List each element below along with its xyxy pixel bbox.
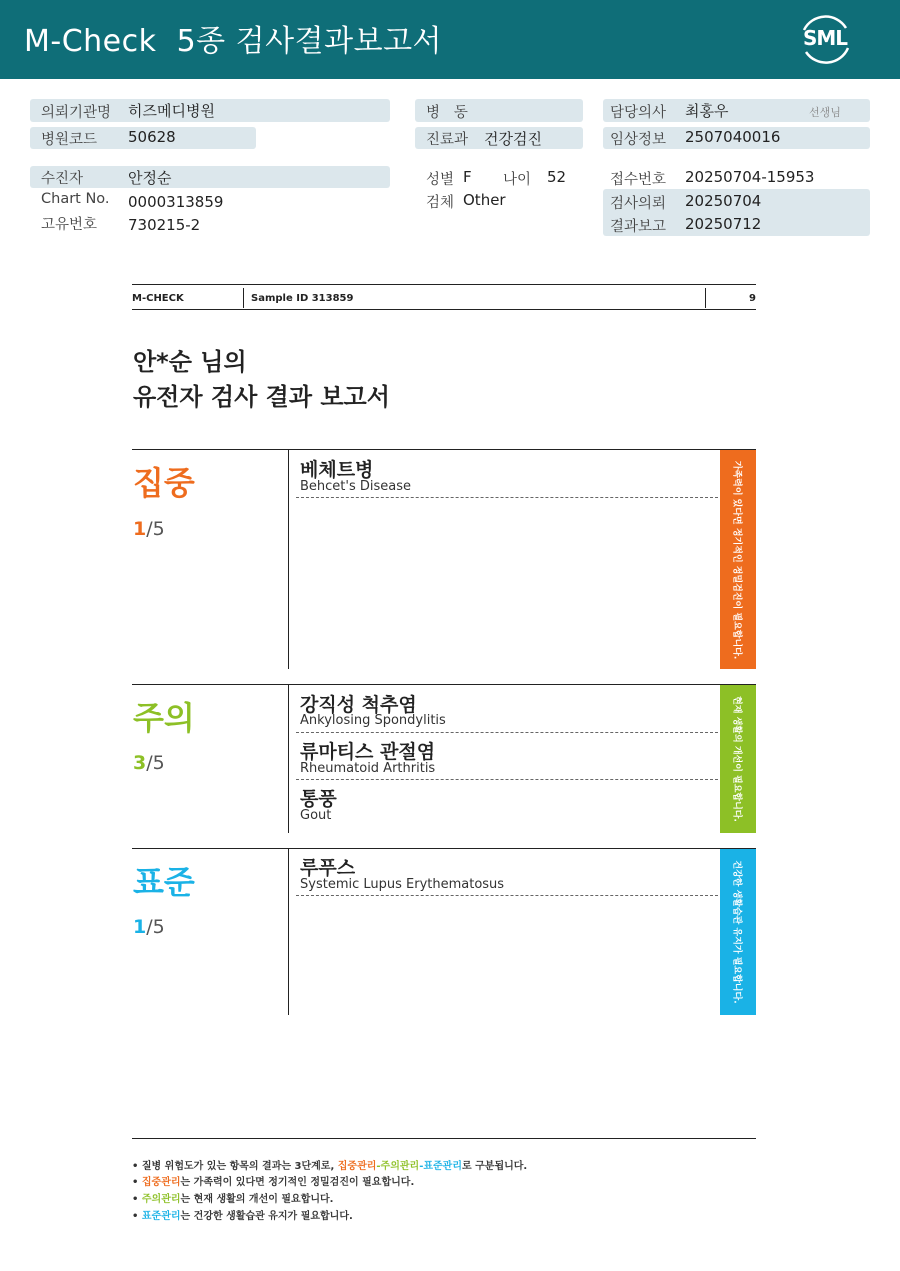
disease-dotted-rule: [296, 732, 718, 733]
note2-text: 는 가족력이 있다면 정기적인 정밀검진이 필요합니다.: [180, 1177, 415, 1188]
chart-no-label: Chart No.: [41, 191, 110, 207]
footer-rule: [132, 1138, 756, 1139]
standard-count-total: /5: [146, 916, 165, 938]
footer-note-1: • 질병 위험도가 있는 항목의 결과는 3단계로, 집중관리-주의관리-표준관리로 구분됩니다.: [132, 1161, 528, 1172]
sex-value: F: [463, 168, 472, 186]
footer-note-4: • 표준관리는 건강한 생활습관 유지가 필요합니다.: [132, 1211, 353, 1222]
hospital-code-value: 50628: [128, 128, 176, 146]
chart-no-value: 0000313859: [128, 193, 224, 211]
note1-prefix: 질병 위험도가 있는 항목의 결과는 3단계로,: [141, 1161, 338, 1172]
disease-name-en: Systemic Lupus Erythematosus: [300, 877, 505, 892]
disease-name-ko: 강직성 척추염: [300, 694, 417, 716]
disease-name-en: Gout: [300, 808, 332, 823]
institution-value: 히즈메디병원: [128, 102, 215, 120]
sml-logo: [796, 12, 854, 66]
standard-status-bar: [720, 849, 756, 1015]
disease-name-ko: 류마티스 관절염: [300, 741, 436, 763]
note1-dash: -: [419, 1161, 424, 1172]
hospital-code-label: 병원코드: [41, 132, 98, 148]
standard-count-num: 1: [133, 916, 147, 938]
receipt-label: 접수번호: [610, 172, 667, 188]
report-brand: M-CHECK: [132, 293, 184, 304]
age-label: 나이: [503, 172, 532, 188]
institution-label: 의뢰기관명: [41, 105, 112, 121]
note1-suffix: 로 구분됩니다.: [461, 1161, 528, 1172]
note1-focus: 집중관리: [337, 1161, 377, 1172]
doctor-suffix: 선생님: [809, 106, 841, 119]
report-header-divider: [243, 288, 244, 308]
receipt-value: 20250704-15953: [685, 168, 815, 186]
note4-key: 표준관리: [141, 1211, 181, 1222]
disease-name-ko: 통풍: [300, 788, 337, 810]
disease-dotted-rule: [296, 895, 718, 896]
note3-text: 는 현재 생활의 개선이 필요합니다.: [180, 1194, 334, 1205]
caution-status-text: 현재 생활의 개선이 필요합니다.: [731, 696, 742, 822]
report-header-divider: [705, 288, 706, 308]
focus-section-divider: [288, 449, 289, 669]
disease-name-ko: 루푸스: [300, 857, 356, 879]
note2-key: 집중관리: [141, 1177, 181, 1188]
standard-status-text: 건강한 생활습관 유지가 필요합니다.: [731, 860, 742, 1004]
note1-dash: -: [376, 1161, 381, 1172]
patient-box: [30, 166, 390, 188]
note3-key: 주의관리: [141, 1194, 181, 1205]
doctor-value: 최홍우: [685, 102, 729, 120]
caution-count-num: 3: [133, 752, 147, 774]
caution-status-bar: [720, 685, 756, 833]
report-title: [133, 345, 390, 415]
page-title: M-Check 5종 검사결과보고서: [24, 24, 443, 59]
standard-section-divider: [288, 848, 289, 1015]
doctor-label: 담당의사: [610, 105, 667, 121]
note1-standard: 표준관리: [423, 1161, 462, 1172]
ward-label: 병 동: [426, 105, 468, 121]
footer-note-2: • 집중관리는 가족력이 있다면 정기적인 정밀검진이 필요합니다.: [132, 1177, 415, 1188]
result-label: 결과보고: [610, 219, 667, 235]
caution-section-rule: [132, 684, 756, 685]
disease-dotted-rule: [296, 497, 718, 498]
unique-id-value: 730215-2: [128, 216, 201, 234]
focus-count-num: 1: [133, 518, 147, 540]
disease-name-en: Rheumatoid Arthritis: [300, 761, 436, 776]
sample-id: Sample ID 313859: [251, 293, 354, 304]
clinical-label: 임상정보: [610, 132, 667, 148]
caution-section-divider: [288, 684, 289, 833]
report-header-top-rule: [132, 284, 756, 285]
age-value: 52: [547, 168, 567, 186]
department-label: 진료과: [426, 132, 469, 148]
focus-count: [133, 518, 165, 540]
caution-count-total: /5: [146, 752, 165, 774]
report-header-bottom-rule: [132, 309, 756, 310]
note4-text: 는 건강한 생활습관 유지가 필요합니다.: [180, 1211, 353, 1222]
focus-section-rule: [132, 449, 756, 450]
focus-status-text: 가족력이 있다면 정기적인 정밀검진이 필요합니다.: [731, 460, 742, 659]
focus-status-bar: [720, 450, 756, 669]
sex-label: 성별: [426, 172, 455, 188]
focus-category-label: 집중: [133, 464, 195, 502]
department-value: 건강검진: [484, 130, 542, 148]
patient-label: 수진자: [41, 171, 84, 187]
focus-count-total: /5: [146, 518, 165, 540]
specimen-label: 검체: [426, 195, 455, 211]
caution-category-label: 주의: [133, 699, 195, 737]
page-number: 9: [749, 293, 756, 304]
caution-count: [133, 752, 165, 774]
report-title-line2: 유전자 검사 결과 보고서: [133, 383, 390, 411]
standard-section-rule: [132, 848, 756, 849]
unique-id-label: 고유번호: [41, 217, 98, 233]
specimen-value: Other: [463, 191, 506, 209]
footer-note-3: • 주의관리는 현재 생활의 개선이 필요합니다.: [132, 1194, 334, 1205]
request-value: 20250704: [685, 192, 762, 210]
request-label: 검사의뢰: [610, 196, 667, 212]
clinical-value: 2507040016: [685, 128, 781, 146]
patient-value: 안정순: [128, 169, 172, 187]
result-value: 20250712: [685, 215, 762, 233]
report-header-bar: [0, 0, 900, 79]
report-title-line1: 안*순 님의: [133, 348, 247, 376]
note1-caution: 주의관리: [380, 1161, 420, 1172]
standard-count: [133, 916, 165, 938]
disease-name-ko: 베체트병: [300, 459, 374, 481]
logo-text: SML: [802, 26, 848, 50]
standard-category-label: 표준: [133, 863, 195, 901]
disease-name-en: Behcet's Disease: [300, 479, 412, 494]
disease-name-en: Ankylosing Spondylitis: [300, 713, 446, 728]
disease-dotted-rule: [296, 779, 718, 780]
